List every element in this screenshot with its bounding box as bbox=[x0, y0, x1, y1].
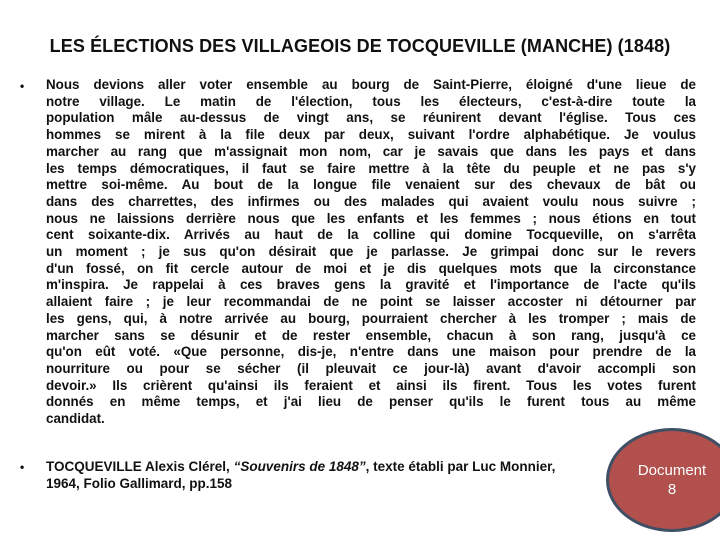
document-badge bbox=[606, 428, 720, 532]
citation-work-title: “Souvenirs de 1848” bbox=[233, 459, 366, 474]
citation-publisher: 1964, Folio Gallimard, pp.158 bbox=[46, 476, 233, 491]
citation-author: TOCQUEVILLE Alexis Clérel, bbox=[46, 459, 234, 474]
bullet-marker: • bbox=[20, 79, 25, 93]
document-badge-label: Document bbox=[637, 462, 707, 479]
slide-title: LES ÉLECTIONS DES VILLAGEOIS DE TOCQUEVILLE (MANCHE) (1848) bbox=[49, 36, 671, 56]
document-badge-number: 8 bbox=[667, 481, 677, 498]
citation-editor: , texte établi par Luc Monnier, bbox=[365, 459, 556, 474]
bullet-marker: • bbox=[20, 460, 25, 474]
body-paragraph: Nous devions aller voter ensemble au bourg de Saint-Pierre, éloigné d'une lieue de notre village. Le matin de l'élection, tous les électeurs, c'est-à-dire toute la population mâle au-dessus de vingt ans, se réunirent devant l'église. Tous ces hommes se mirent à la file deux par deux, suivant l'ordre alphabétique. Je voulus marcher au rang que m'assignait mon nom, car je savais que dans les pays et dans les temps démocratiques, il faut se faire mettre à la tête du peuple et ne pas s'y mettre soi-même. Au bout de la longue file venaient sur des chevaux de bât ou dans des charrettes, des infirmes ou des malades qui avaient voulu nous suivre ; nous ne laissions derrière nous que les enfants et les femmes ; nous étions en tout cent soixante-dix. Arrivés au haut de la colline qui domine Tocqueville, on s'arrêta un moment ; je sus qu'on désirait que je parlasse. Je grimpai donc sur le revers d'un fossé, on fit cercle autour de moi et je dis quelques mots que la circonstance m'inspira. Je rappelai à ces braves gens la gravité et l'importance de l'acte qu'ils allaient faire ; je leur recommandai de ne point se laisser accoster ni détourner par les gens, qui, à notre arrivée au bourg, pourraient chercher à les tromper ; mais de marcher sans se désunir et de rester ensemble, chacun à son rang, jusqu'à ce qu'on eût voté. «Que personne, dis-je, n'entre dans une maison pour prendre de la nourriture ou pour se sécher (il pleuvait ce jour-là) avant d'avoir accompli son devoir.» Ils crièrent qu'ainsi ils feraient et ainsi ils firent. Tous les votes furent donnés en même temps, et j'ai lieu de penser qu'ils le furent tous au même candidat. bbox=[46, 77, 696, 427]
